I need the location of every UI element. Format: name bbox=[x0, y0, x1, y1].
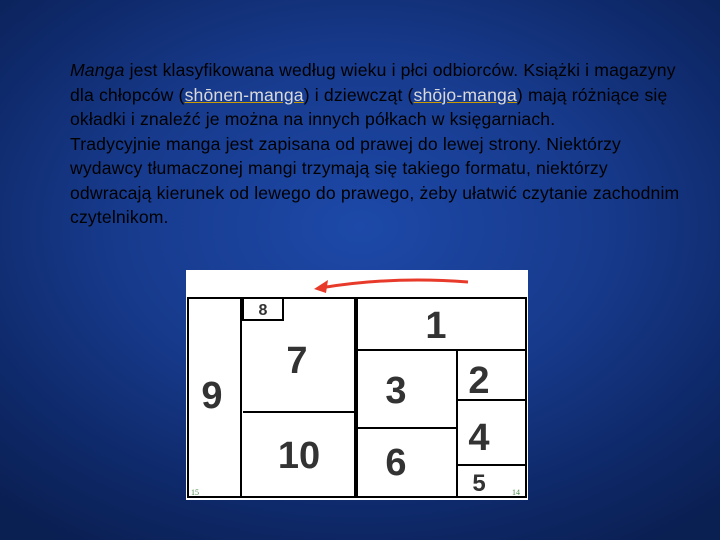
paragraph-reading-direction: Tradycyjnie manga jest zapisana od prawej do lewej strony. Niektórzy wydawcy tłumaczonej mangi trzymają się takiego formatu, niektórzy odwracają kierunek od lewego do prawego, żeby ułatwić czytanie zachodnim czytelnikom. bbox=[70, 133, 680, 227]
right-page-number: 14 bbox=[512, 488, 520, 497]
paragraph1-part1: jest klasyfikowana według wieku i płci odbiorców. Książki i magazyny dla chłopców ( bbox=[70, 60, 676, 105]
panel-10-number: 10 bbox=[277, 435, 321, 477]
paragraph1-part3: ) mają różniące się okładki i znaleźć je można na innych półkach w księgarniach. bbox=[70, 84, 668, 129]
shojo-manga-link[interactable]: shōjo-manga bbox=[413, 84, 517, 105]
panel-2-number: 2 bbox=[468, 360, 490, 402]
paragraph1-part2: ) i dziewcząt ( bbox=[303, 84, 414, 105]
panel-5-number: 5 bbox=[472, 470, 486, 497]
panel-9-number: 9 bbox=[201, 375, 223, 417]
panel-4-number: 4 bbox=[468, 417, 490, 459]
left-page-number: 15 bbox=[191, 488, 199, 497]
panel-1-number: 1 bbox=[425, 305, 447, 347]
panel-8-number: 8 bbox=[258, 302, 268, 319]
panel-6-number: 6 bbox=[385, 442, 407, 484]
manga-term: Manga bbox=[70, 60, 125, 80]
panel-7-number: 7 bbox=[286, 340, 308, 382]
shonen-manga-link[interactable]: shōnen-manga bbox=[184, 84, 304, 105]
panel-3-number: 3 bbox=[385, 370, 407, 412]
